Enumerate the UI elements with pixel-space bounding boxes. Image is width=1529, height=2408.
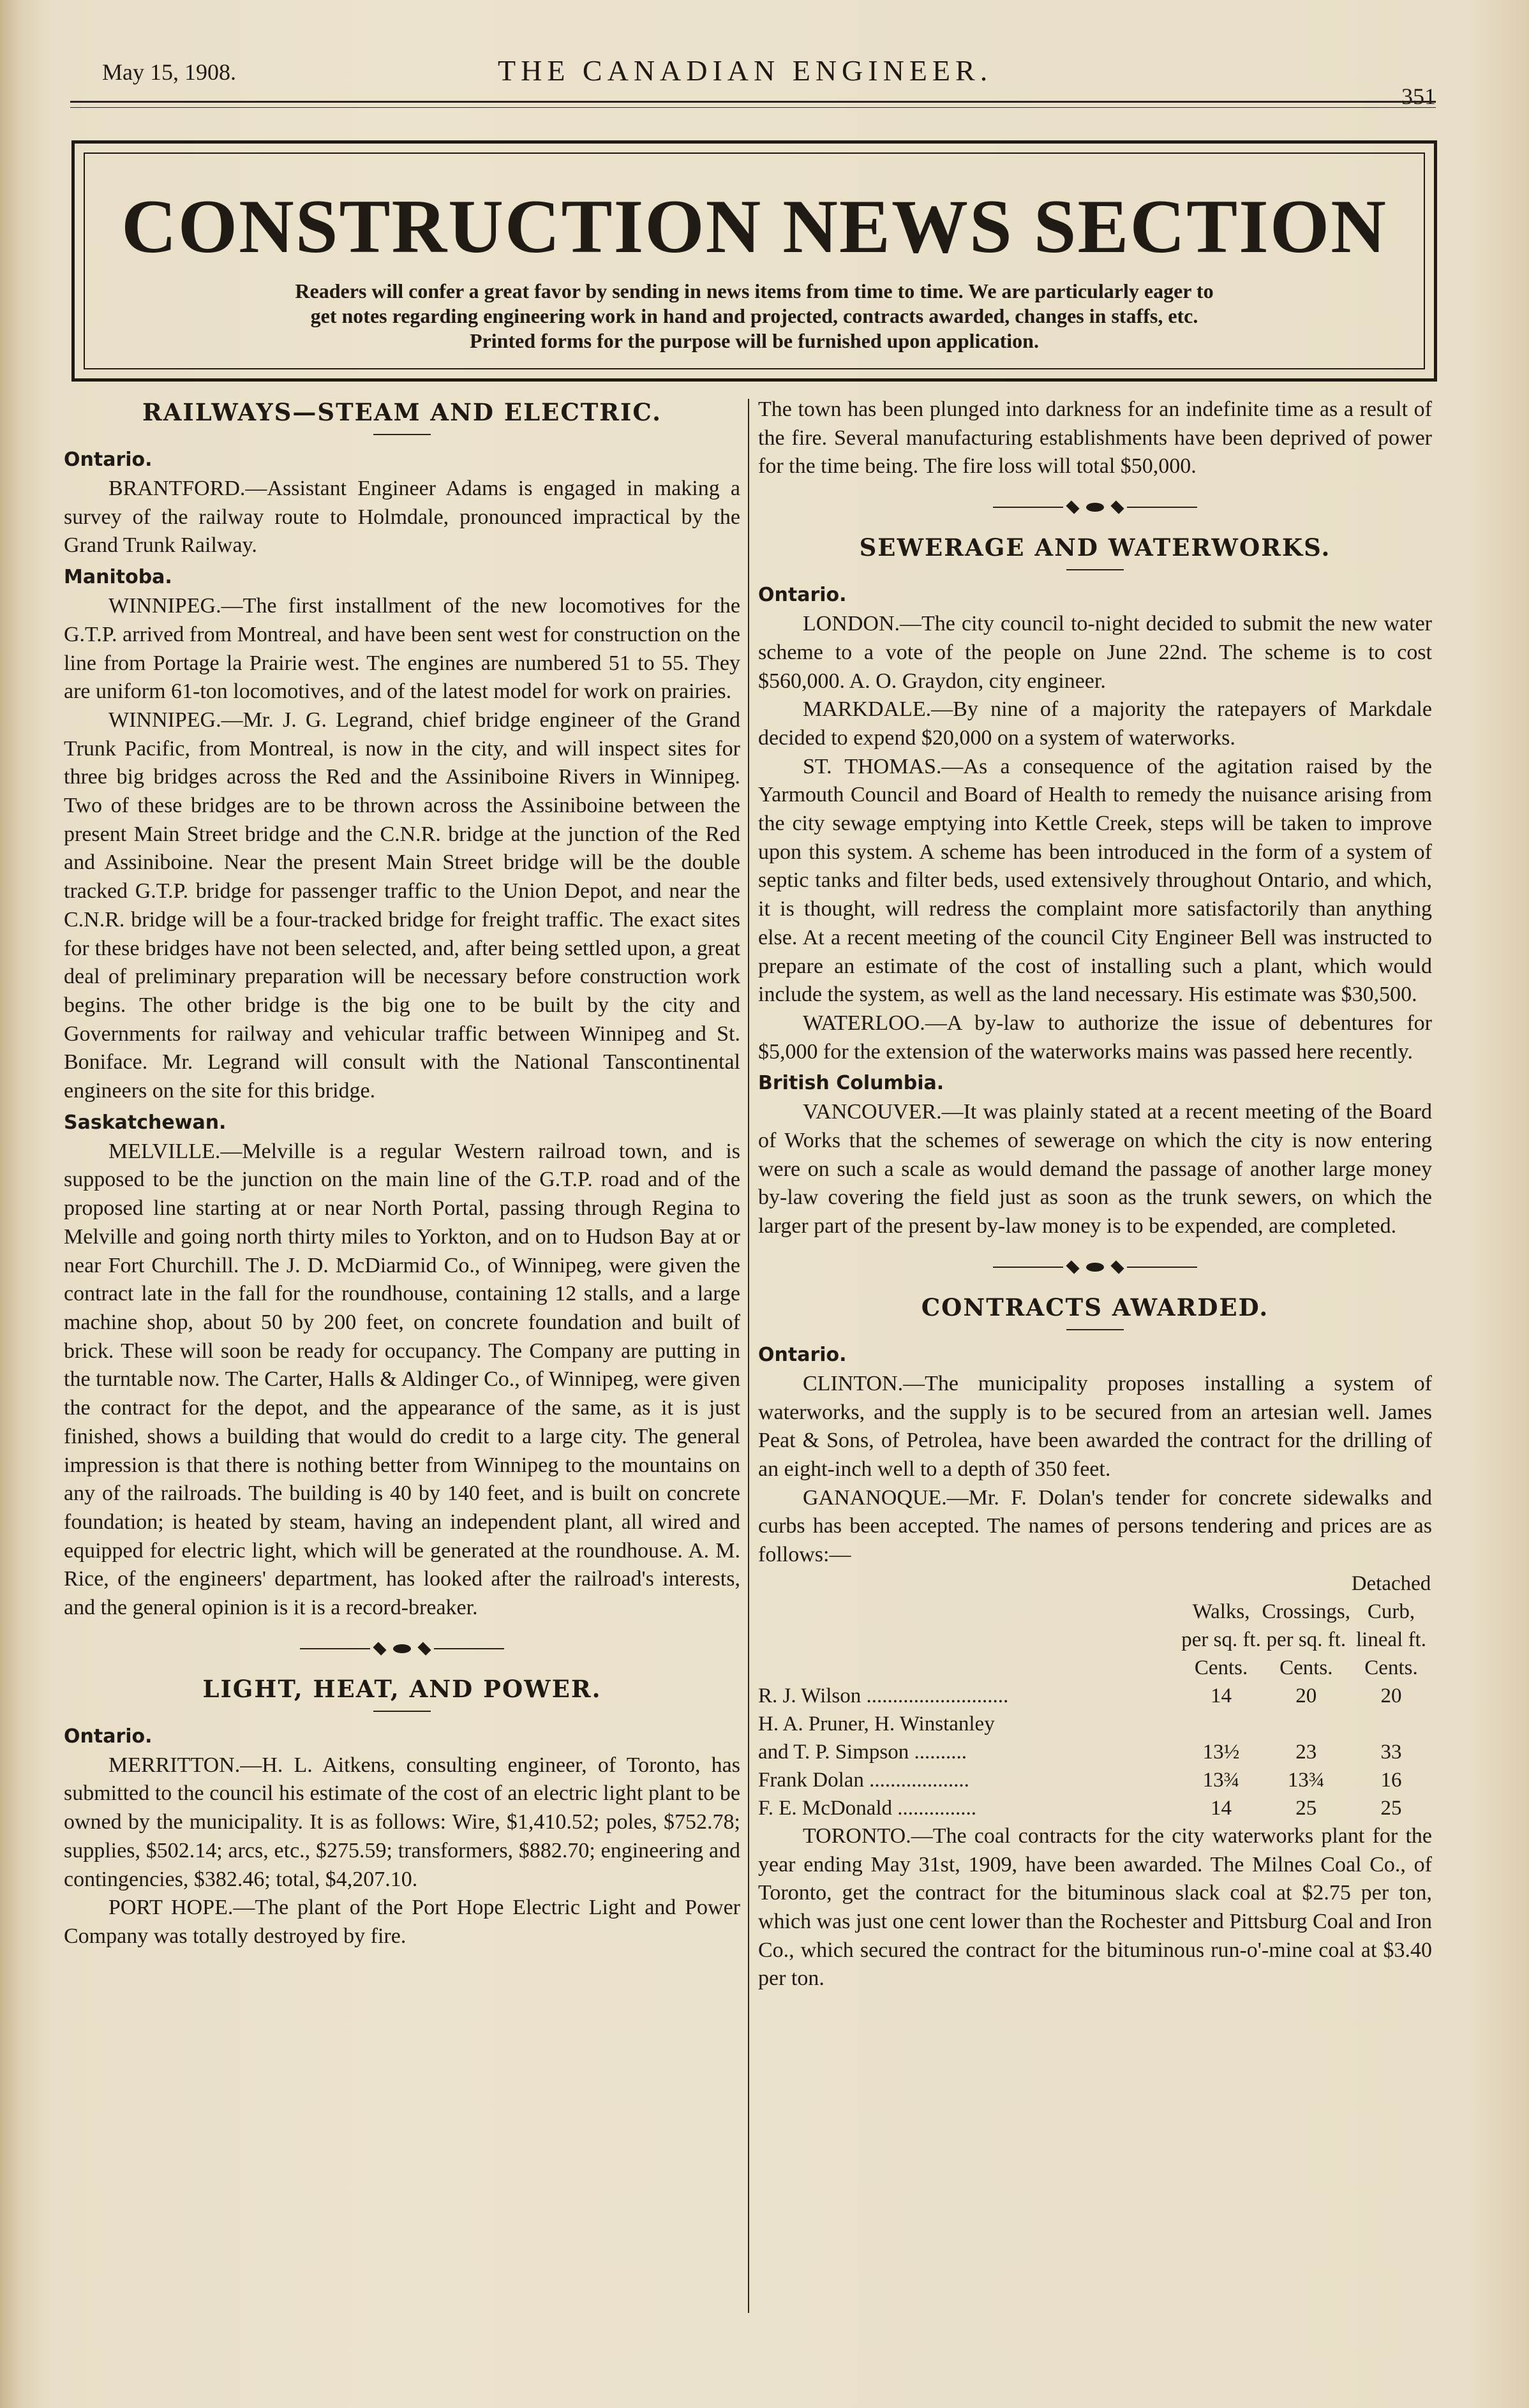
article-clinton: CLINTON.—The municipality proposes installing a system of waterworks, and the supply is to be secured from an artesian well. James Peat & Sons, of Petrolea, have been awarded the contract for the drilling of an eight-inch well to a depth of 350 feet. — [758, 1371, 1432, 1481]
right-column — [758, 396, 1432, 2374]
section-heading-sewerage: SEWERAGE AND WATERWORKS. — [859, 533, 1331, 562]
article-vancouver: VANCOUVER.—It was plainly stated at a recent meeting of the Board of Works that the schemes of sewerage on which the city is now entering were on such a scale as would demand the passage of another large money by-law covering the field just as soon as the trunk sewers, on which the larger part of the present by-law money is to be expended, are completed. — [758, 1100, 1432, 1238]
section-heading-light: LIGHT, HEAT, AND POWER. — [202, 1674, 602, 1703]
journal-title: THE CANADIAN ENGINEER. — [498, 54, 993, 87]
section-ornament — [758, 498, 1432, 517]
tender-header-cell: per sq. ft. — [1181, 1628, 1261, 1651]
province-ontario: Ontario. — [64, 1725, 153, 1748]
section-heading-railways: RAILWAYS—STEAM AND ELECTRIC. — [142, 398, 662, 426]
tender-name: Frank Dolan ................... — [758, 1768, 969, 1792]
column-divider — [748, 399, 749, 2313]
tender-row — [758, 1710, 1432, 1738]
tender-table-head — [758, 1570, 1432, 1682]
tender-name: F. E. McDonald ............... — [758, 1796, 977, 1820]
tender-header-cell: Cents. — [1364, 1656, 1418, 1679]
article-toronto: TORONTO.—The coal contracts for the city waterworks plant for the year ending May 31st, 1909, have been awarded. The Milnes Coal Co., of Toronto, get the contract for the bituminous slack coal at $2.75 per ton, which was just one cent lower than the Rochester and Pittsburg Coal and Iron Co., which secured the contract for the bituminous run-o'-mine coal at $3.40 per ton. — [758, 1824, 1432, 1991]
section-heading-contracts: CONTRACTS AWARDED. — [921, 1293, 1269, 1321]
article-port-hope: PORT HOPE.—The plant of the Port Hope Electric Light and Power Company was totally destroyed by fire. — [64, 1896, 740, 1948]
article-waterloo: WATERLOO.—A by-law to authorize the issue of debentures for $5,000 for the extension of the waterworks mains was passed here recently. — [758, 1011, 1432, 1064]
running-header — [102, 54, 1436, 109]
tender-header-row — [758, 1626, 1432, 1654]
tender-price-curb: 25 — [1380, 1796, 1402, 1820]
page-number: 351 — [1401, 84, 1436, 109]
province-british-columbia: British Columbia. — [758, 1072, 944, 1095]
banner-title: CONSTRUCTION NEWS SECTION — [121, 184, 1387, 269]
tender-header-cell: Walks, — [1192, 1600, 1250, 1623]
tender-price-curb: 20 — [1380, 1684, 1402, 1707]
province-ontario: Ontario. — [64, 449, 153, 471]
tender-header-cell: Curb, — [1367, 1600, 1415, 1623]
header-date: May 15, 1908. — [102, 59, 236, 85]
tender-header-cell: Cents. — [1279, 1656, 1333, 1679]
article-port-hope-continued: The town has been plunged into darkness for an indefinite time as a result of the fire. Several manufacturing establishments have been deprived of power for the time being. The fire loss will total $50,000. — [758, 398, 1432, 479]
tender-table — [758, 1570, 1432, 1822]
header-rule — [70, 101, 1436, 103]
section-banner — [71, 140, 1437, 382]
tender-header-cell — [758, 1570, 1181, 1598]
header-rule-thin — [70, 107, 1436, 108]
tender-header-cell: Crossings, — [1262, 1600, 1350, 1623]
tender-row — [758, 1682, 1432, 1710]
article-winnipeg-bridges: WINNIPEG.—Mr. J. G. Legrand, chief bridge engineer of the Grand Trunk Pacific, from Montreal, is now in the city, and will inspect sites for three big bridges across the Red and the Assiniboine Rivers in Winnipeg. Two of these bridges are to be thrown across the Assiniboine between the present Main Street bridge and the C.N.R. bridge at the junction of the Red and Assiniboine. Near the present Main Street bridge will be the double tracked G.T.P. bridge for passenger traffic to the Union Depot, and near the C.N.R. bridge will be a four-tracked bridge for freight traffic. The exact sites for these bridges have not been selected, and, after being settled upon, a great deal of preliminary preparation will be necessary before construction work begins. The other bridge is the big one to be built by the city and Governments for railway and vehicular traffic between Winnipeg and St. Boniface. Mr. Legrand will consult with the National Tanscontinental engineers on the site for this bridge. — [64, 708, 740, 1103]
article-melville: MELVILLE.—Melville is a regular Western railroad town, and is supposed to be the junction on the main line of the G.T.P. road and of the proposed line starting at or near North Portal, passing through Regina to Melville and going north thirty miles to Yorkton, and on to Hudson Bay at or near Fort Churchill. The J. D. McDiarmid Co., of Winnipeg, were given the contract late in the fall for the roundhouse, containing 12 stalls, and a large machine shop, about 50 by 200 feet, on concrete foundation and built of brick. These will soon be ready for occupancy. The Company are putting in the turntable now. The Carter, Halls & Aldinger Co., of Winnipeg, were given the contract for the depot, and the appearance of the same, as it is just finished, shows a building that would do credit to a large city. The general impression is that there is nothing better from Winnipeg to the mountains on any of the railroads. The building is 40 by 140 feet, and is built on concrete foundation; is heated by steam, having an independent plant, all wired and equipped for electric light, which will be generated at the roundhouse. A. M. Rice, of the engineers' department, has looked after the railroad's interests, and the general opinion is it is a record-breaker. — [64, 1139, 740, 1620]
tender-price-crossings: 20 — [1295, 1684, 1317, 1707]
article-merritton: MERRITTON.—H. L. Aitkens, consulting engineer, of Toronto, has submitted to the council his estimate of the cost of an electric light plant to be owned by the municipality. It is as follows: Wire, $1,410.52; poles, $752.78; supplies, $502.14; arcs, etc., $275.59; transformers, $882.70; engineering and contingencies, $382.46; total, $4,207.10. — [64, 1753, 740, 1891]
tender-header-cell — [1262, 1570, 1350, 1598]
section-ornament — [64, 1639, 740, 1658]
tender-header-cell: per sq. ft. — [1266, 1628, 1346, 1651]
tender-price-crossings: 13¾ — [1287, 1768, 1325, 1792]
province-ontario: Ontario. — [758, 1343, 847, 1366]
tender-price-walks: 14 — [1211, 1684, 1232, 1707]
article-winnipeg-locomotives: WINNIPEG.—The first installment of the new locomotives for the G.T.P. arrived from Montreal, and have been sent west for construction on the line from Portage la Prairie west. The engines are numbered 51 to 55. They are uniform 61-ton locomotives, and of the latest model for work on prairies. — [64, 594, 740, 704]
banner-line-3: Printed forms for the purpose will be furnished upon application. — [470, 329, 1039, 353]
tender-name: and T. P. Simpson .......... — [758, 1740, 967, 1764]
article-gananoque: GANANOQUE.—Mr. F. Dolan's tender for concrete sidewalks and curbs has been accepted. The names of persons tendering and prices are as follows:— — [758, 1485, 1432, 1567]
tender-price-curb: 16 — [1380, 1768, 1402, 1792]
article-brantford: BRANTFORD.—Assistant Engineer Adams is engaged in making a survey of the railway route to Holmdale, pronounced impractical by the Grand Trunk Railway. — [64, 477, 740, 558]
banner-notice — [126, 279, 1383, 353]
tender-name: R. J. Wilson ........................... — [758, 1684, 1009, 1707]
tender-header-row — [758, 1598, 1432, 1626]
tender-price-walks — [1181, 1710, 1262, 1738]
tender-header-row — [758, 1654, 1432, 1682]
tender-header-cell — [758, 1654, 1181, 1682]
tender-price-crossings: 23 — [1295, 1740, 1317, 1764]
tender-price-curb — [1350, 1710, 1432, 1738]
tender-row — [758, 1738, 1432, 1766]
article-st-thomas: ST. THOMAS.—As a consequence of the agitation raised by the Yarmouth Council and Board of Health to remedy the nuisance arising from the city sewage emptying into Kettle Creek, steps will be taken to improve upon this system. A scheme has been introduced in the form of a system of septic tanks and filter beds, used extensively throughout Ontario, and which, it is thought, will redress the complaint more satisfactorily than anything else. At a recent meeting of the council City Engineer Bell was instructed to prepare an estimate of the cost of installing such a plant, which would include the system, as well as the land necessary. His estimate was $30,500. — [758, 754, 1432, 1007]
tender-header-cell: Detached — [1351, 1572, 1431, 1595]
tender-price-walks: 13¾ — [1202, 1768, 1240, 1792]
tender-price-walks: 14 — [1211, 1796, 1232, 1820]
tender-header-row — [758, 1570, 1432, 1598]
tender-row — [758, 1794, 1432, 1822]
tender-price-crossings: 25 — [1295, 1796, 1317, 1820]
heading-rule — [1066, 569, 1124, 570]
heading-rule — [1066, 1329, 1124, 1330]
province-saskatchewan: Saskatchewan. — [64, 1111, 227, 1134]
tender-header-cell: lineal ft. — [1356, 1628, 1426, 1651]
article-london: LONDON.—The city council to-night decided to submit the new water scheme to a vote of the people on June 22nd. The scheme is to cost $560,000. A. O. Graydon, city engineer. — [758, 612, 1432, 693]
tender-row — [758, 1766, 1432, 1794]
banner-line-2: get notes regarding engineering work in hand and projected, contracts awarded, changes in staffs, etc. — [310, 304, 1198, 328]
tender-header-cell — [758, 1598, 1181, 1626]
province-ontario: Ontario. — [758, 584, 847, 607]
province-manitoba: Manitoba. — [64, 566, 172, 589]
tender-table-body — [758, 1682, 1432, 1822]
left-column — [64, 396, 740, 2374]
tender-name: H. A. Pruner, H. Winstanley — [758, 1712, 995, 1735]
tender-price-walks: 13½ — [1202, 1740, 1240, 1764]
article-markdale: MARKDALE.—By nine of a majority the ratepayers of Markdale decided to expend $20,000 on a system of waterworks. — [758, 697, 1432, 750]
heading-rule — [373, 434, 431, 435]
heading-rule — [373, 1711, 431, 1712]
tender-price-crossings — [1262, 1710, 1350, 1738]
tender-header-cell — [758, 1626, 1181, 1654]
section-ornament — [758, 1258, 1432, 1277]
banner-line-1: Readers will confer a great favor by sending in news items from time to time. We are particularly eager to — [295, 279, 1214, 302]
tender-price-curb: 33 — [1380, 1740, 1402, 1764]
tender-header-cell — [1181, 1570, 1262, 1598]
tender-header-cell: Cents. — [1194, 1656, 1248, 1679]
